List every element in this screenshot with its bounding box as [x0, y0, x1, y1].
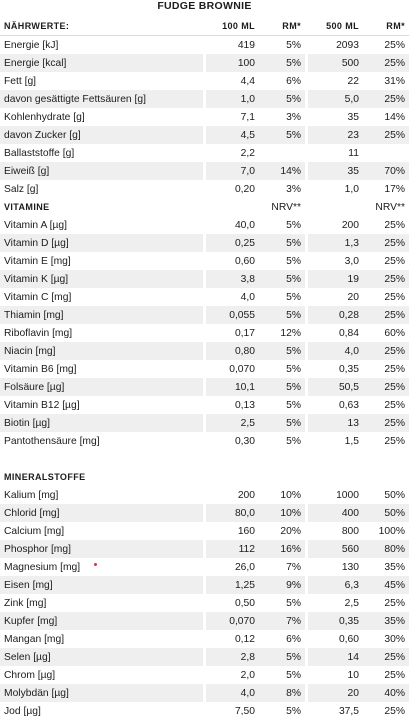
table-row — [0, 270, 409, 288]
value-500ml: 1,5 — [305, 432, 363, 450]
rm-100ml: 5% — [259, 234, 305, 252]
rm-500ml: 30% — [363, 630, 409, 648]
table-row — [0, 90, 409, 108]
rm-500ml: 31% — [363, 72, 409, 90]
value-100ml: 10,1 — [203, 378, 259, 396]
header-100ml: 100 ML — [203, 17, 259, 35]
nutrient-name: Vitamin D [µg] — [0, 234, 203, 252]
table-row — [0, 378, 409, 396]
value-100ml: 0,30 — [203, 432, 259, 450]
value-100ml: 7,1 — [203, 108, 259, 126]
rm-500ml: 25% — [363, 666, 409, 684]
product-title: FUDGE BROWNIE — [157, 0, 252, 12]
table-row — [0, 558, 409, 576]
rm-100ml: 5% — [259, 54, 305, 72]
rm-100ml: 5% — [259, 342, 305, 360]
rm-500ml: 25% — [363, 234, 409, 252]
rm-500ml: 14% — [363, 108, 409, 126]
table-row — [0, 54, 409, 72]
value-100ml: 2,2 — [203, 144, 259, 162]
value-100ml: 1,0 — [203, 90, 259, 108]
rm-100ml: 3% — [259, 108, 305, 126]
value-500ml: 11 — [305, 144, 363, 162]
rm-100ml: 3% — [259, 180, 305, 198]
value-100ml: 112 — [203, 540, 259, 558]
rm-500ml: 50% — [363, 486, 409, 504]
value-100ml: 0,070 — [203, 612, 259, 630]
nutrient-name: Vitamin A [µg] — [0, 216, 203, 234]
value-500ml: 14 — [305, 648, 363, 666]
value-100ml: 40,0 — [203, 216, 259, 234]
table-row — [0, 216, 409, 234]
value-500ml: 1,3 — [305, 234, 363, 252]
nutrient-name: Chrom [µg] — [0, 666, 203, 684]
value-100ml: 3,8 — [203, 270, 259, 288]
rm-500ml: 25% — [363, 252, 409, 270]
rm-100ml: 5% — [259, 216, 305, 234]
nutrient-name: Niacin [mg] — [0, 342, 203, 360]
rm-100ml: 5% — [259, 594, 305, 612]
nutrient-name: Riboflavin [mg] — [0, 324, 203, 342]
table-row — [0, 234, 409, 252]
rm-100ml: 14% — [259, 162, 305, 180]
rm-100ml: 5% — [259, 378, 305, 396]
table-row — [0, 306, 409, 324]
value-500ml: 20 — [305, 684, 363, 702]
table-row — [0, 252, 409, 270]
value-500ml: 0,63 — [305, 396, 363, 414]
table-row — [0, 540, 409, 558]
table-row — [0, 144, 409, 162]
nutrient-name: Salz [g] — [0, 180, 203, 198]
value-100ml: 2,5 — [203, 414, 259, 432]
table-row — [0, 126, 409, 144]
rm-100ml: 5% — [259, 702, 305, 720]
value-500ml: 1000 — [305, 486, 363, 504]
table-row — [0, 504, 409, 522]
value-500ml: 13 — [305, 414, 363, 432]
rm-500ml: 25% — [363, 648, 409, 666]
header-rm-500ml: RM* — [363, 17, 409, 35]
value-100ml: 4,4 — [203, 72, 259, 90]
rm-100ml: 6% — [259, 630, 305, 648]
value-100ml: 0,13 — [203, 396, 259, 414]
value-100ml: 4,0 — [203, 288, 259, 306]
nutrient-name: Eisen [mg] — [0, 576, 203, 594]
value-100ml: 1,25 — [203, 576, 259, 594]
value-500ml: 0,60 — [305, 630, 363, 648]
nutrient-name: Fett [g] — [0, 72, 203, 90]
value-500ml: 500 — [305, 54, 363, 72]
rm-100ml: 5% — [259, 666, 305, 684]
nutrient-name: Kalium [mg] — [0, 486, 203, 504]
rm-500ml: 45% — [363, 576, 409, 594]
value-500ml: 4,0 — [305, 342, 363, 360]
table-row — [0, 396, 409, 414]
rm-100ml: 12% — [259, 324, 305, 342]
rm-500ml: 50% — [363, 504, 409, 522]
value-100ml: 0,17 — [203, 324, 259, 342]
nutrient-name: Energie [kcal] — [0, 54, 203, 72]
section-vitamine-row — [0, 198, 409, 216]
value-100ml: 26,0 — [203, 558, 259, 576]
value-100ml: 0,50 — [203, 594, 259, 612]
rm-500ml: 25% — [363, 306, 409, 324]
nutrient-name: Vitamin B6 [mg] — [0, 360, 203, 378]
rm-100ml: 6% — [259, 72, 305, 90]
rm-100ml: 5% — [259, 252, 305, 270]
rm-100ml: 5% — [259, 288, 305, 306]
table-row — [0, 162, 409, 180]
nutrient-name: Chlorid [mg] — [0, 504, 203, 522]
value-100ml: 4,0 — [203, 684, 259, 702]
value-500ml: 5,0 — [305, 90, 363, 108]
rm-100ml: 7% — [259, 612, 305, 630]
rm-100ml: 8% — [259, 684, 305, 702]
nutrient-name: Kupfer [mg] — [0, 612, 203, 630]
rm-500ml: 17% — [363, 180, 409, 198]
rm-100ml: 5% — [259, 270, 305, 288]
rm-500ml: 25% — [363, 396, 409, 414]
rm-100ml — [259, 144, 305, 162]
value-100ml: 0,25 — [203, 234, 259, 252]
table-row — [0, 288, 409, 306]
value-500ml: 37,5 — [305, 702, 363, 720]
rm-500ml: 25% — [363, 270, 409, 288]
header-naehrwerte: NÄHRWERTE: — [0, 17, 203, 35]
value-500ml: 35 — [305, 108, 363, 126]
value-500ml: 19 — [305, 270, 363, 288]
rm-500ml: 25% — [363, 378, 409, 396]
nutrient-name: Pantothensäure [mg] — [0, 432, 203, 450]
section-spacer — [0, 450, 409, 468]
section-mineralstoffe-label: MINERALSTOFFE — [0, 468, 203, 486]
rm-500ml — [363, 144, 409, 162]
header-500ml: 500 ML — [305, 17, 363, 35]
nutrient-name: Mangan [mg] — [0, 630, 203, 648]
value-500ml: 10 — [305, 666, 363, 684]
rm-100ml: 5% — [259, 396, 305, 414]
rm-100ml: 20% — [259, 522, 305, 540]
rm-500ml: 25% — [363, 288, 409, 306]
value-100ml: 100 — [203, 54, 259, 72]
rm-100ml: 5% — [259, 306, 305, 324]
rm-500ml: 25% — [363, 360, 409, 378]
value-500ml: 23 — [305, 126, 363, 144]
nutrient-name: Biotin [µg] — [0, 414, 203, 432]
value-100ml: 80,0 — [203, 504, 259, 522]
nutrient-name: Vitamin E [mg] — [0, 252, 203, 270]
value-500ml: 2093 — [305, 36, 363, 54]
table-row — [0, 684, 409, 702]
nutrient-name: davon Zucker [g] — [0, 126, 203, 144]
nutrient-name: Thiamin [mg] — [0, 306, 203, 324]
nutrient-name: Magnesium [mg] — [0, 558, 203, 576]
table-row — [0, 432, 409, 450]
value-500ml: 1,0 — [305, 180, 363, 198]
rm-100ml: 16% — [259, 540, 305, 558]
value-500ml: 0,84 — [305, 324, 363, 342]
value-500ml: 3,0 — [305, 252, 363, 270]
value-100ml: 200 — [203, 486, 259, 504]
table-row — [0, 72, 409, 90]
table-row — [0, 36, 409, 54]
value-100ml: 0,60 — [203, 252, 259, 270]
table-row — [0, 522, 409, 540]
section-mineralstoffe-row — [0, 468, 409, 486]
value-500ml: 50,5 — [305, 378, 363, 396]
value-100ml: 7,50 — [203, 702, 259, 720]
rm-100ml: 10% — [259, 504, 305, 522]
rm-500ml: 35% — [363, 612, 409, 630]
value-100ml: 0,12 — [203, 630, 259, 648]
table-row — [0, 576, 409, 594]
value-500ml: 200 — [305, 216, 363, 234]
rm-500ml: 35% — [363, 558, 409, 576]
value-500ml: 20 — [305, 288, 363, 306]
rm-500ml: 25% — [363, 36, 409, 54]
value-500ml: 0,28 — [305, 306, 363, 324]
table-header-row — [0, 17, 409, 36]
section-vitamine-label: VITAMINE — [0, 198, 203, 216]
value-100ml: 0,20 — [203, 180, 259, 198]
nutrient-name: Molybdän [µg] — [0, 684, 203, 702]
rm-500ml: 25% — [363, 594, 409, 612]
rm-100ml: 5% — [259, 648, 305, 666]
table-row — [0, 342, 409, 360]
rm-500ml: 25% — [363, 126, 409, 144]
table-row — [0, 702, 409, 720]
table-row — [0, 180, 409, 198]
value-100ml: 7,0 — [203, 162, 259, 180]
table-row — [0, 594, 409, 612]
rm-500ml: 25% — [363, 54, 409, 72]
rm-100ml: 9% — [259, 576, 305, 594]
nutrition-table — [0, 17, 409, 720]
nutrient-name: Phosphor [mg] — [0, 540, 203, 558]
value-100ml: 0,070 — [203, 360, 259, 378]
value-100ml: 2,8 — [203, 648, 259, 666]
rm-500ml: 25% — [363, 414, 409, 432]
value-500ml: 22 — [305, 72, 363, 90]
rm-500ml: 60% — [363, 324, 409, 342]
table-row — [0, 324, 409, 342]
value-500ml: 35 — [305, 162, 363, 180]
nutrient-name: Folsäure [µg] — [0, 378, 203, 396]
rm-100ml: 5% — [259, 36, 305, 54]
rm-100ml: 5% — [259, 360, 305, 378]
nutrient-name: Energie [kJ] — [0, 36, 203, 54]
nutrient-name: Calcium [mg] — [0, 522, 203, 540]
value-500ml: 0,35 — [305, 360, 363, 378]
header-rm-100ml: RM* — [259, 17, 305, 35]
nutrient-name: Vitamin C [mg] — [0, 288, 203, 306]
table-row — [0, 630, 409, 648]
rm-500ml: 25% — [363, 216, 409, 234]
nutrient-name: Vitamin K [µg] — [0, 270, 203, 288]
table-row — [0, 108, 409, 126]
rm-500ml: 25% — [363, 342, 409, 360]
rm-500ml: 80% — [363, 540, 409, 558]
table-row — [0, 612, 409, 630]
rm-500ml: 25% — [363, 432, 409, 450]
value-500ml: 0,35 — [305, 612, 363, 630]
value-500ml: 400 — [305, 504, 363, 522]
rm-500ml: 25% — [363, 702, 409, 720]
rm-500ml: 25% — [363, 90, 409, 108]
nrv-500ml-label: NRV** — [363, 198, 409, 216]
table-row — [0, 666, 409, 684]
value-500ml: 800 — [305, 522, 363, 540]
nutrient-name: Selen [µg] — [0, 648, 203, 666]
value-100ml: 2,0 — [203, 666, 259, 684]
nutrient-name: Jod [µg] — [0, 702, 203, 720]
table-row — [0, 648, 409, 666]
nutrient-name: Eiweiß [g] — [0, 162, 203, 180]
table-row — [0, 486, 409, 504]
rm-500ml: 40% — [363, 684, 409, 702]
nutrient-name: davon gesättigte Fettsäuren [g] — [0, 90, 203, 108]
value-100ml: 160 — [203, 522, 259, 540]
rm-500ml: 100% — [363, 522, 409, 540]
value-500ml: 130 — [305, 558, 363, 576]
value-500ml: 560 — [305, 540, 363, 558]
value-500ml: 2,5 — [305, 594, 363, 612]
nrv-100ml-label: NRV** — [259, 198, 305, 216]
value-500ml: 6,3 — [305, 576, 363, 594]
nutrient-name: Kohlenhydrate [g] — [0, 108, 203, 126]
value-100ml: 4,5 — [203, 126, 259, 144]
nutrient-name: Ballaststoffe [g] — [0, 144, 203, 162]
value-100ml: 0,80 — [203, 342, 259, 360]
red-dot-mark — [94, 563, 97, 566]
rm-100ml: 7% — [259, 558, 305, 576]
value-100ml: 0,055 — [203, 306, 259, 324]
rm-100ml: 5% — [259, 126, 305, 144]
rm-100ml: 10% — [259, 486, 305, 504]
rm-100ml: 5% — [259, 432, 305, 450]
rm-500ml: 70% — [363, 162, 409, 180]
nutrient-name: Vitamin B12 [µg] — [0, 396, 203, 414]
rm-100ml: 5% — [259, 414, 305, 432]
table-row — [0, 360, 409, 378]
value-100ml: 419 — [203, 36, 259, 54]
table-row — [0, 414, 409, 432]
nutrient-name: Zink [mg] — [0, 594, 203, 612]
rm-100ml: 5% — [259, 90, 305, 108]
